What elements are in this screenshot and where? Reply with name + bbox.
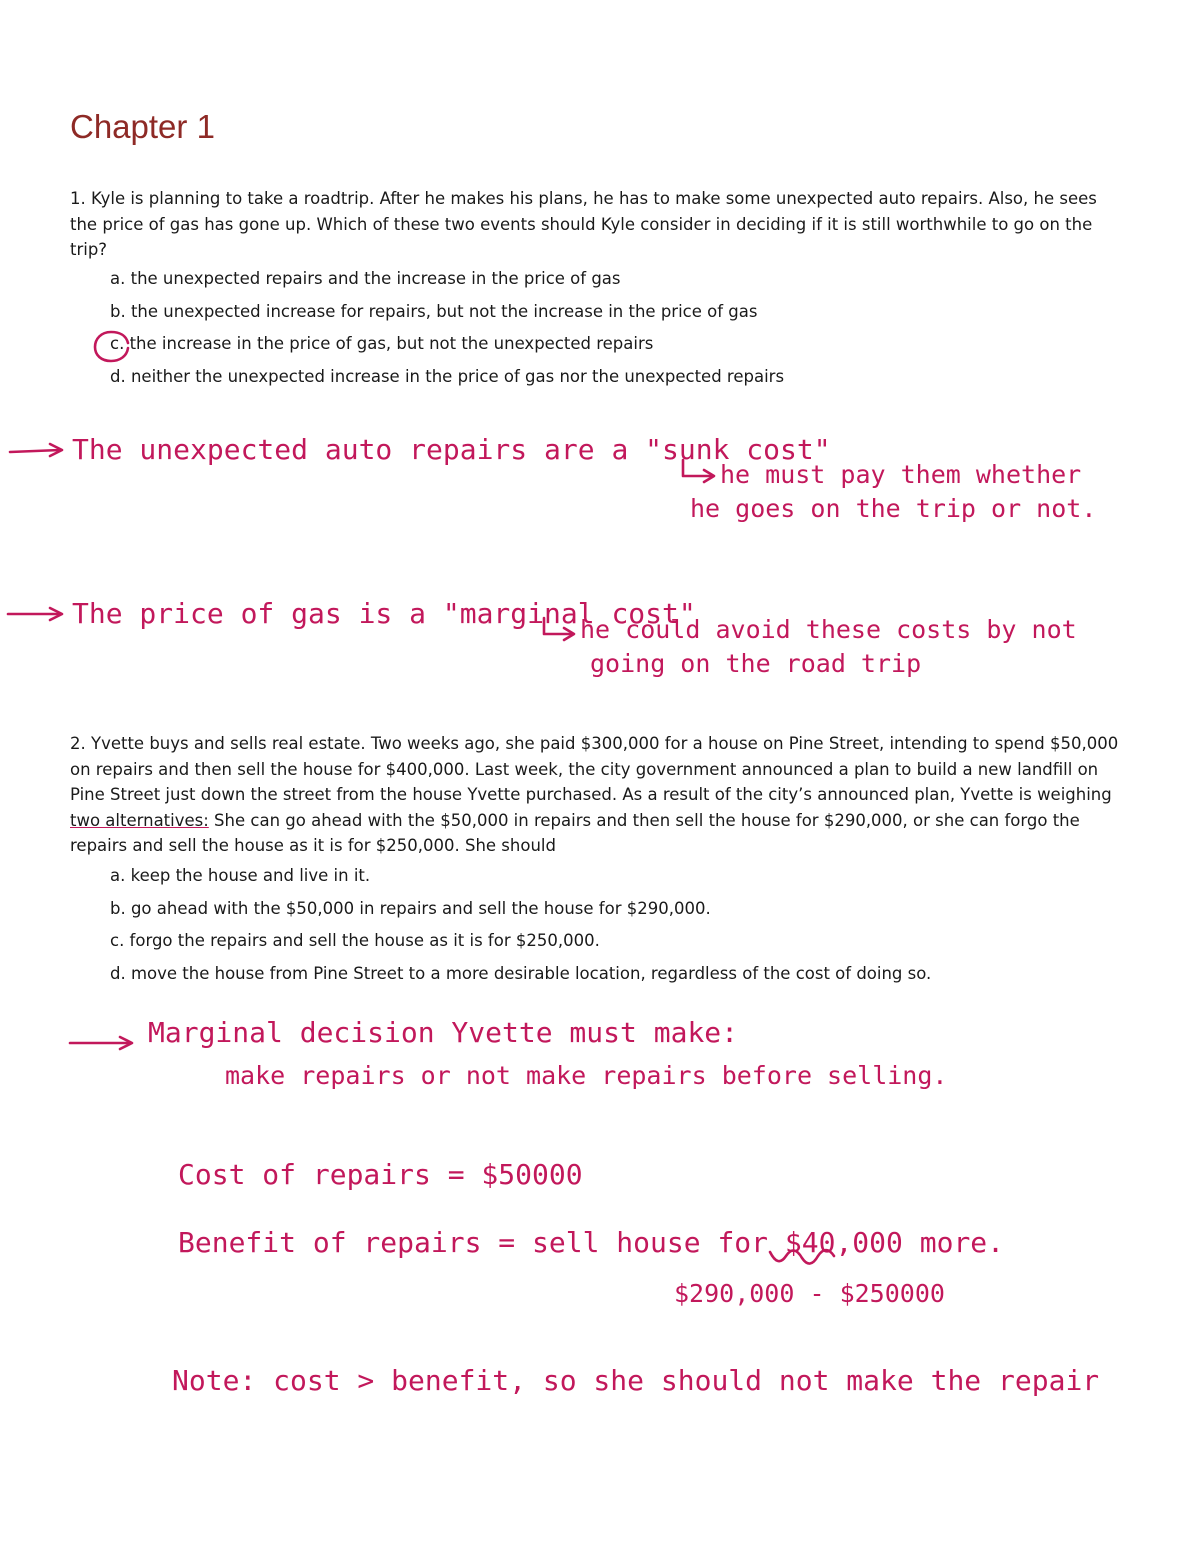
question-1-option-c-text: the increase in the price of gas, but not the unexpected repairs <box>124 334 654 353</box>
question-1-option-a: a. the unexpected repairs and the increase in the price of gas <box>110 269 621 288</box>
note-conclusion: Note: cost > benefit, so she should not make the repair <box>172 1364 1100 1397</box>
note-cost-of-repairs: Cost of repairs = $50000 <box>178 1158 583 1191</box>
note-sunk-cost-reason-1: he must pay them whether <box>720 460 1082 489</box>
page-title: Chapter 1 <box>70 108 215 145</box>
note-marginal-cost: The price of gas is a "marginal cost" <box>72 597 696 630</box>
note-sunk-cost: The unexpected auto repairs are a "sunk cost" <box>72 433 831 466</box>
question-1-option-d: d. neither the unexpected increase in the price of gas nor the unexpected repairs <box>110 366 785 386</box>
question-2-option-b: b. go ahead with the $50,000 in repairs and sell the house for $290,000. <box>110 898 711 918</box>
arrow-sunk-cost-icon <box>10 444 62 456</box>
note-marginal-decision: Marginal decision Yvette must make: <box>148 1016 739 1049</box>
question-2-option-a: a. keep the house and live in it. <box>110 866 371 885</box>
question-2-option-d: d. move the house from Pine Street to a more desirable location, regardless of the cost of doing so. <box>110 963 932 983</box>
arrow-marginal-decision-icon <box>70 1037 132 1049</box>
question-1-options <box>110 266 784 396</box>
arrow-marginal-cost-icon <box>8 608 62 620</box>
note-sunk-cost-reason-2: he goes on the trip or not. <box>690 494 1097 523</box>
note-marginal-reason-1: he could avoid these costs by not <box>580 615 1077 644</box>
question-1-stem: 1. Kyle is planning to take a roadtrip. After he makes his plans, he has to make some unexpected auto repairs. Also, he sees the price of gas has gone up. Which of these two events should Kyle consider in deciding if it is still worthwhile to go on the trip? <box>70 189 1097 259</box>
note-choices: make repairs or not make repairs before selling. <box>225 1061 948 1090</box>
question-1-option-b: b. the unexpected increase for repairs, but not the increase in the price of gas <box>110 301 758 321</box>
question-2-stem-after: She can go ahead with the $50,000 in repairs and then sell the house for $290,000, or she can forgo the repairs and sell the house as it is for $250,000. She should <box>70 810 1080 855</box>
question-2-stem-underlined: two alternatives: <box>70 810 209 830</box>
note-benefit-calculation: $290,000 - $250000 <box>674 1279 945 1308</box>
question-2-stem <box>70 731 1120 859</box>
question-1-option-c <box>110 331 784 364</box>
question-2-options <box>110 863 931 993</box>
question-2-stem-before: 2. Yvette buys and sells real estate. Two weeks ago, she paid $300,000 for a house on Pine Street, intending to spend $50,000 on repairs and then sell the house for $400,000. Last week, the city government announced a plan to build a new landfill on Pine Street just down the street from the house Yvette purchased. As a result of the city’s announced plan, Yvette is weighing <box>70 734 1119 804</box>
question-1-option-c-letter: c. <box>110 334 125 353</box>
note-benefit-of-repairs: Benefit of repairs = sell house for $40,000 more. <box>178 1226 1005 1259</box>
note-marginal-reason-2: going on the road trip <box>590 649 922 678</box>
question-2-option-c: c. forgo the repairs and sell the house as it is for $250,000. <box>110 931 600 950</box>
